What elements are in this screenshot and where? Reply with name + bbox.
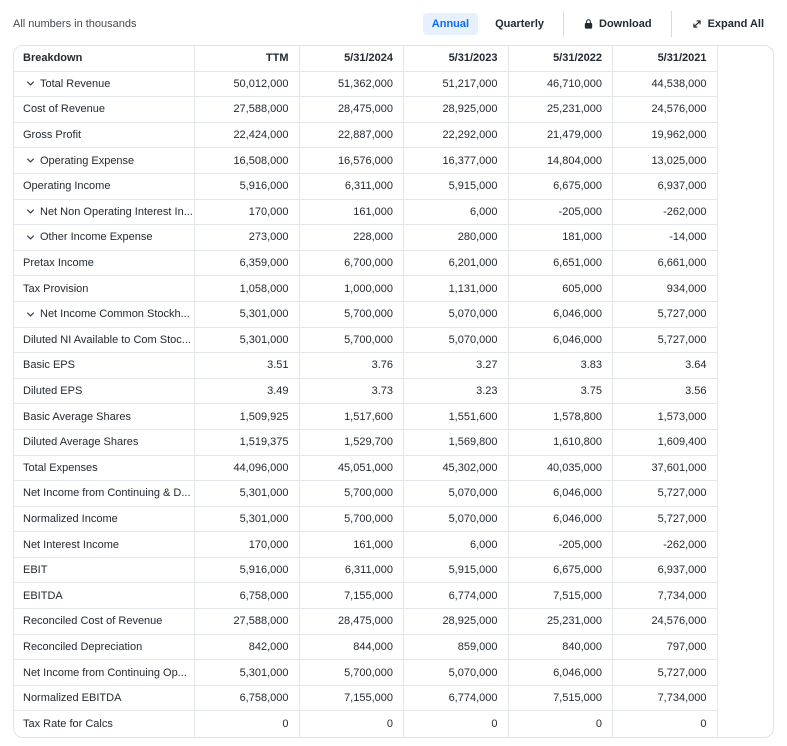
cell-value: 6,046,000 xyxy=(509,507,614,533)
cell-value: 1,573,000 xyxy=(613,404,718,430)
row-label: Net Non Operating Interest In... xyxy=(40,205,193,218)
spacer-cell xyxy=(718,174,774,200)
cell-value: 840,000 xyxy=(509,635,614,661)
row-label-cell xyxy=(14,609,195,635)
cell-value: 27,588,000 xyxy=(195,97,300,123)
cell-value: 3.49 xyxy=(195,379,300,405)
table-row xyxy=(14,430,773,456)
toolbar-controls xyxy=(423,11,773,37)
table-row xyxy=(14,72,773,98)
spacer-cell xyxy=(718,46,774,72)
spacer-cell xyxy=(718,660,774,686)
row-label: Net Income Common Stockh... xyxy=(40,308,190,321)
cell-value: 6,046,000 xyxy=(509,328,614,354)
cell-value: 37,601,000 xyxy=(613,456,718,482)
cell-value: 3.51 xyxy=(195,353,300,379)
cell-value: 16,377,000 xyxy=(404,148,509,174)
table-row xyxy=(14,507,773,533)
column-header: 5/31/2021 xyxy=(613,46,718,72)
table-row xyxy=(14,532,773,558)
cell-value: 7,155,000 xyxy=(300,583,405,609)
cell-value: 5,700,000 xyxy=(300,481,405,507)
row-label-cell xyxy=(14,635,195,661)
cell-value: -14,000 xyxy=(613,225,718,251)
row-label: Total Expenses xyxy=(23,461,98,474)
row-label-cell xyxy=(14,328,195,354)
cell-value: 19,962,000 xyxy=(613,123,718,149)
row-label: Diluted Average Shares xyxy=(23,436,139,449)
cell-value: 0 xyxy=(404,711,509,737)
cell-value: 1,578,800 xyxy=(509,404,614,430)
spacer-cell xyxy=(718,711,774,737)
cell-value: 0 xyxy=(300,711,405,737)
cell-value: 22,887,000 xyxy=(300,123,405,149)
cell-value: 1,509,925 xyxy=(195,404,300,430)
spacer-cell xyxy=(718,148,774,174)
row-label-cell xyxy=(14,97,195,123)
cell-value: 934,000 xyxy=(613,276,718,302)
table-row xyxy=(14,558,773,584)
cell-value: 6,311,000 xyxy=(300,174,405,200)
table-row xyxy=(14,123,773,149)
spacer-cell xyxy=(718,251,774,277)
cell-value: 50,012,000 xyxy=(195,72,300,98)
cell-value: 22,292,000 xyxy=(404,123,509,149)
cell-value: 1,000,000 xyxy=(300,276,405,302)
cell-value: 5,301,000 xyxy=(195,507,300,533)
spacer-cell xyxy=(718,456,774,482)
cell-value: 5,301,000 xyxy=(195,328,300,354)
table-row xyxy=(14,686,773,712)
table-row xyxy=(14,302,773,328)
cell-value: 28,475,000 xyxy=(300,609,405,635)
cell-value: 280,000 xyxy=(404,225,509,251)
cell-value: 273,000 xyxy=(195,225,300,251)
table-row xyxy=(14,148,773,174)
cell-value: 6,359,000 xyxy=(195,251,300,277)
cell-value: 0 xyxy=(195,711,300,737)
row-label: Tax Rate for Calcs xyxy=(23,718,113,731)
row-label: Normalized Income xyxy=(23,512,118,525)
cell-value: 5,070,000 xyxy=(404,328,509,354)
column-header: 5/31/2024 xyxy=(300,46,405,72)
cell-value: 6,774,000 xyxy=(404,583,509,609)
row-label: Total Revenue xyxy=(40,77,111,90)
row-label: Normalized EBITDA xyxy=(23,692,122,705)
cell-value: 1,610,800 xyxy=(509,430,614,456)
row-label-cell xyxy=(14,660,195,686)
cell-value: 6,675,000 xyxy=(509,174,614,200)
cell-value: 1,529,700 xyxy=(300,430,405,456)
spacer-cell xyxy=(718,123,774,149)
download-button-label: Download xyxy=(599,18,652,30)
row-label: Diluted NI Available to Com Stoc... xyxy=(23,333,191,346)
expandable-row-label-cell[interactable] xyxy=(14,148,195,174)
cell-value: 5,727,000 xyxy=(613,660,718,686)
cell-value: 842,000 xyxy=(195,635,300,661)
cell-value: 5,915,000 xyxy=(404,174,509,200)
cell-value: 1,569,800 xyxy=(404,430,509,456)
cell-value: 22,424,000 xyxy=(195,123,300,149)
row-label: Diluted EPS xyxy=(23,385,83,398)
table-row xyxy=(14,404,773,430)
cell-value: 0 xyxy=(509,711,614,737)
cell-value: 6,046,000 xyxy=(509,481,614,507)
cell-value: 16,576,000 xyxy=(300,148,405,174)
cell-value: 44,538,000 xyxy=(613,72,718,98)
expandable-row-label-cell[interactable] xyxy=(14,225,195,251)
cell-value: 40,035,000 xyxy=(509,456,614,482)
row-label-cell xyxy=(14,507,195,533)
spacer-cell xyxy=(718,225,774,251)
expandable-row-label-cell[interactable] xyxy=(14,72,195,98)
spacer-cell xyxy=(718,558,774,584)
cell-value: 6,700,000 xyxy=(300,251,405,277)
spacer-cell xyxy=(718,532,774,558)
cell-value: 0 xyxy=(613,711,718,737)
download-button[interactable] xyxy=(574,13,661,35)
cell-value: 844,000 xyxy=(300,635,405,661)
cell-value: 1,609,400 xyxy=(613,430,718,456)
table-row xyxy=(14,251,773,277)
expand-all-button-label: Expand All xyxy=(707,18,764,30)
table-row xyxy=(14,481,773,507)
row-label: Pretax Income xyxy=(23,257,94,270)
row-label-cell xyxy=(14,686,195,712)
row-label: EBIT xyxy=(23,564,48,577)
cell-value: 1,519,375 xyxy=(195,430,300,456)
cell-value: 6,201,000 xyxy=(404,251,509,277)
row-label-cell xyxy=(14,456,195,482)
row-label: Operating Expense xyxy=(40,154,135,167)
spacer-cell xyxy=(718,276,774,302)
cell-value: 6,000 xyxy=(404,532,509,558)
table-row xyxy=(14,379,773,405)
cell-value: 3.64 xyxy=(613,353,718,379)
row-label-cell xyxy=(14,174,195,200)
row-label: Basic EPS xyxy=(23,359,75,372)
row-label: Other Income Expense xyxy=(40,231,153,244)
cell-value: 25,231,000 xyxy=(509,97,614,123)
spacer-cell xyxy=(718,97,774,123)
column-header: Breakdown xyxy=(14,46,195,72)
row-label-cell xyxy=(14,532,195,558)
row-label-cell xyxy=(14,276,195,302)
chevron-down-icon[interactable] xyxy=(26,310,35,319)
spacer-cell xyxy=(718,507,774,533)
expandable-row-label-cell[interactable] xyxy=(14,200,195,226)
row-label: Net Income from Continuing & D... xyxy=(23,487,191,500)
cell-value: 3.75 xyxy=(509,379,614,405)
row-label-cell xyxy=(14,379,195,405)
row-label: EBITDA xyxy=(23,589,63,602)
spacer-cell xyxy=(718,481,774,507)
row-label-cell xyxy=(14,558,195,584)
toolbar-divider xyxy=(563,11,564,37)
cell-value: 6,774,000 xyxy=(404,686,509,712)
cell-value: 3.23 xyxy=(404,379,509,405)
table-row xyxy=(14,660,773,686)
cell-value: 5,700,000 xyxy=(300,302,405,328)
row-label: Reconciled Depreciation xyxy=(23,640,143,653)
toolbar-divider xyxy=(671,11,672,37)
cell-value: 5,727,000 xyxy=(613,481,718,507)
row-label-cell xyxy=(14,583,195,609)
row-label: Operating Income xyxy=(23,180,111,193)
cell-value: 28,475,000 xyxy=(300,97,405,123)
spacer-cell xyxy=(718,404,774,430)
row-label: Cost of Revenue xyxy=(23,103,105,116)
cell-value: 605,000 xyxy=(509,276,614,302)
column-header: TTM xyxy=(195,46,300,72)
quarterly-tab[interactable] xyxy=(486,13,553,35)
spacer-cell xyxy=(718,353,774,379)
cell-value: -205,000 xyxy=(509,532,614,558)
spacer-cell xyxy=(718,583,774,609)
table-row xyxy=(14,609,773,635)
cell-value: -262,000 xyxy=(613,200,718,226)
cell-value: 6,651,000 xyxy=(509,251,614,277)
spacer-cell xyxy=(718,200,774,226)
cell-value: 28,925,000 xyxy=(404,609,509,635)
cell-value: 6,311,000 xyxy=(300,558,405,584)
table-row xyxy=(14,174,773,200)
cell-value: 5,070,000 xyxy=(404,302,509,328)
cell-value: 45,051,000 xyxy=(300,456,405,482)
cell-value: 3.73 xyxy=(300,379,405,405)
spacer-cell xyxy=(718,302,774,328)
spacer-cell xyxy=(718,379,774,405)
spacer-cell xyxy=(718,635,774,661)
row-label: Reconciled Cost of Revenue xyxy=(23,615,163,628)
cell-value: 46,710,000 xyxy=(509,72,614,98)
cell-value: 6,937,000 xyxy=(613,174,718,200)
spacer-cell xyxy=(718,686,774,712)
cell-value: 1,058,000 xyxy=(195,276,300,302)
table-row xyxy=(14,711,773,737)
cell-value: 44,096,000 xyxy=(195,456,300,482)
cell-value: 27,588,000 xyxy=(195,609,300,635)
cell-value: 6,661,000 xyxy=(613,251,718,277)
cell-value: 170,000 xyxy=(195,200,300,226)
row-label-cell xyxy=(14,353,195,379)
cell-value: -262,000 xyxy=(613,532,718,558)
table-row xyxy=(14,456,773,482)
table-row xyxy=(14,97,773,123)
column-header: 5/31/2023 xyxy=(404,46,509,72)
table-row xyxy=(14,225,773,251)
cell-value: 51,362,000 xyxy=(300,72,405,98)
spacer-cell xyxy=(718,72,774,98)
cell-value: 7,515,000 xyxy=(509,583,614,609)
cell-value: 51,217,000 xyxy=(404,72,509,98)
cell-value: 24,576,000 xyxy=(613,609,718,635)
chevron-down-icon[interactable] xyxy=(26,79,35,88)
cell-value: 859,000 xyxy=(404,635,509,661)
cell-value: 28,925,000 xyxy=(404,97,509,123)
financials-toolbar xyxy=(0,0,787,42)
cell-value: 228,000 xyxy=(300,225,405,251)
cell-value: 5,727,000 xyxy=(613,328,718,354)
cell-value: 170,000 xyxy=(195,532,300,558)
cell-value: 3.27 xyxy=(404,353,509,379)
cell-value: 13,025,000 xyxy=(613,148,718,174)
cell-value: 3.76 xyxy=(300,353,405,379)
units-note: All numbers in thousands xyxy=(13,18,137,30)
table-header-row xyxy=(14,46,773,72)
row-label-cell xyxy=(14,481,195,507)
cell-value: 6,046,000 xyxy=(509,302,614,328)
cell-value: 7,734,000 xyxy=(613,686,718,712)
cell-value: 14,804,000 xyxy=(509,148,614,174)
table-row xyxy=(14,200,773,226)
cell-value: 1,551,600 xyxy=(404,404,509,430)
table-row xyxy=(14,583,773,609)
spacer-cell xyxy=(718,609,774,635)
cell-value: 1,517,600 xyxy=(300,404,405,430)
cell-value: 5,700,000 xyxy=(300,660,405,686)
row-label-cell xyxy=(14,430,195,456)
cell-value: 5,915,000 xyxy=(404,558,509,584)
cell-value: 161,000 xyxy=(300,532,405,558)
cell-value: 5,700,000 xyxy=(300,328,405,354)
cell-value: 5,727,000 xyxy=(613,507,718,533)
financials-table xyxy=(13,45,774,738)
annual-tab[interactable] xyxy=(423,13,478,35)
cell-value: 6,675,000 xyxy=(509,558,614,584)
row-label: Basic Average Shares xyxy=(23,410,132,423)
row-label-cell xyxy=(14,251,195,277)
cell-value: 3.83 xyxy=(509,353,614,379)
cell-value: 181,000 xyxy=(509,225,614,251)
cell-value: 6,758,000 xyxy=(195,583,300,609)
cell-value: 24,576,000 xyxy=(613,97,718,123)
chevron-down-icon[interactable] xyxy=(26,156,35,165)
cell-value: 5,916,000 xyxy=(195,558,300,584)
chevron-down-icon[interactable] xyxy=(26,207,35,216)
row-label: Net Interest Income xyxy=(23,538,119,551)
cell-value: 5,301,000 xyxy=(195,660,300,686)
cell-value: 16,508,000 xyxy=(195,148,300,174)
expand-arrows-icon xyxy=(691,18,703,30)
table-row xyxy=(14,328,773,354)
cell-value: 797,000 xyxy=(613,635,718,661)
table-row xyxy=(14,635,773,661)
lock-icon xyxy=(583,18,594,30)
annual-tab-label: Annual xyxy=(431,18,470,30)
cell-value: 6,937,000 xyxy=(613,558,718,584)
cell-value: 5,301,000 xyxy=(195,302,300,328)
cell-value: 21,479,000 xyxy=(509,123,614,149)
row-label: Gross Profit xyxy=(23,129,82,142)
quarterly-tab-label: Quarterly xyxy=(495,18,544,30)
row-label-cell xyxy=(14,404,195,430)
cell-value: 5,916,000 xyxy=(195,174,300,200)
table-row xyxy=(14,353,773,379)
row-label: Tax Provision xyxy=(23,282,89,295)
row-label: Net Income from Continuing Op... xyxy=(23,666,187,679)
cell-value: 6,000 xyxy=(404,200,509,226)
cell-value: 7,734,000 xyxy=(613,583,718,609)
cell-value: 5,727,000 xyxy=(613,302,718,328)
cell-value: 5,070,000 xyxy=(404,481,509,507)
cell-value: 5,700,000 xyxy=(300,507,405,533)
cell-value: 1,131,000 xyxy=(404,276,509,302)
cell-value: 161,000 xyxy=(300,200,405,226)
cell-value: 3.56 xyxy=(613,379,718,405)
table-row xyxy=(14,276,773,302)
row-label-cell xyxy=(14,711,195,737)
chevron-down-icon[interactable] xyxy=(26,233,35,242)
expand-all-button[interactable] xyxy=(682,13,773,35)
cell-value: 5,070,000 xyxy=(404,660,509,686)
cell-value: 45,302,000 xyxy=(404,456,509,482)
cell-value: -205,000 xyxy=(509,200,614,226)
cell-value: 7,515,000 xyxy=(509,686,614,712)
spacer-cell xyxy=(718,328,774,354)
cell-value: 5,070,000 xyxy=(404,507,509,533)
cell-value: 6,046,000 xyxy=(509,660,614,686)
cell-value: 7,155,000 xyxy=(300,686,405,712)
cell-value: 25,231,000 xyxy=(509,609,614,635)
cell-value: 5,301,000 xyxy=(195,481,300,507)
cell-value: 6,758,000 xyxy=(195,686,300,712)
row-label-cell xyxy=(14,123,195,149)
expandable-row-label-cell[interactable] xyxy=(14,302,195,328)
column-header: 5/31/2022 xyxy=(509,46,614,72)
spacer-cell xyxy=(718,430,774,456)
